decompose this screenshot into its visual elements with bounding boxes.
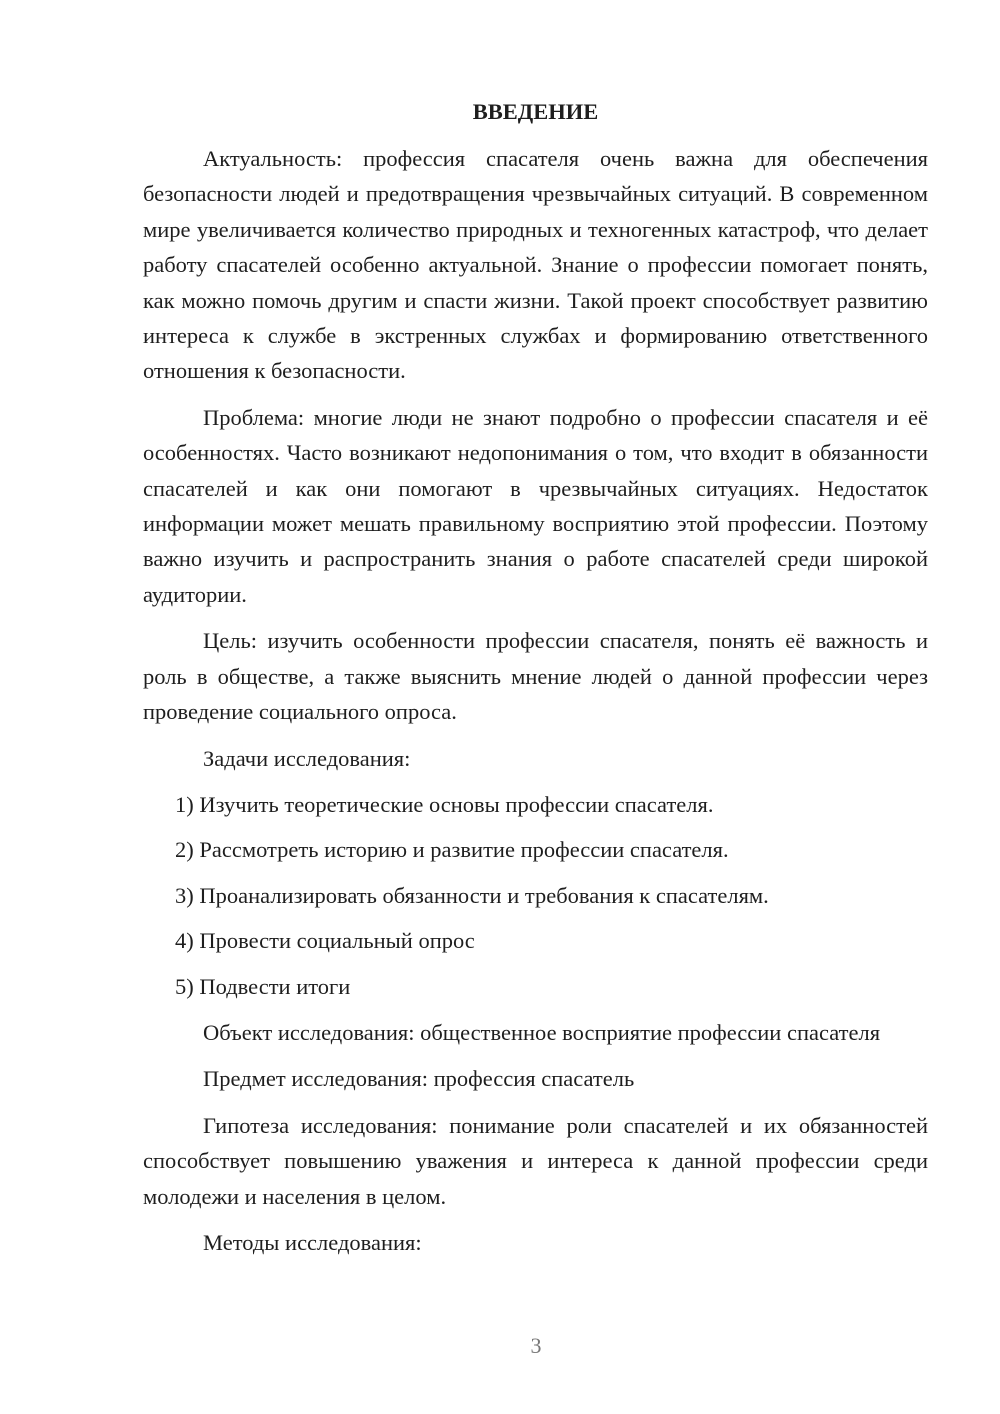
task-item: 2) Рассмотреть историю и развитие профессии спасателя. xyxy=(175,837,729,863)
tasks-list xyxy=(143,787,928,1004)
task-item: 3) Проанализировать обязанности и требования к спасателям. xyxy=(175,882,769,908)
problem-paragraph: Проблема: многие люди не знают подробно о профессии спасателя и её особенностях. Часто возникают недопонимания о том, что входит в обязанности спасателей и как они помогают в чрезвычайных ситуациях. Недостаток информации может мешать правильному восприятию этой профессии. Поэтому важно изучить и распространить знания о работе спасателей среди широкой аудитории. xyxy=(143,404,928,607)
task-item: 4) Провести социальный опрос xyxy=(175,928,475,954)
section-title: ВВЕДЕНИЕ xyxy=(472,99,599,124)
page-content xyxy=(143,94,928,1271)
methods-heading: Методы исследования: xyxy=(203,1229,422,1255)
object-paragraph: Объект исследования: общественное восприятие профессии спасателя xyxy=(203,1019,881,1045)
task-item: 5) Подвести итоги xyxy=(175,973,351,999)
tasks-heading: Задачи исследования: xyxy=(203,745,411,771)
relevance-paragraph: Актуальность: профессия спасателя очень важна для обеспечения безопасности людей и предотвращения чрезвычайных ситуаций. В современном мире увеличивается количество природных и техногенных катастроф, что делает работу спасателей особенно актуальной. Знание о профессии помогает понять, как можно помочь другим и спасти жизни. Такой проект способствует развитию интереса к службе в экстренных службах и формированию ответственного отношения к безопасности. xyxy=(143,146,928,384)
task-item: 1) Изучить теоретические основы профессии спасателя. xyxy=(175,791,714,817)
page-number: 3 xyxy=(530,1333,542,1358)
subject-paragraph: Предмет исследования: профессия спасатель xyxy=(203,1066,635,1092)
hypothesis-paragraph: Гипотеза исследования: понимание роли спасателей и их обязанностей способствует повышению уважения и интереса к данной профессии среди молодежи и населения в целом. xyxy=(143,1112,928,1209)
goal-paragraph: Цель: изучить особенности профессии спасателя, понять её важность и роль в обществе, а также выяснить мнение людей о данной профессии через проведение социального опроса. xyxy=(143,628,928,725)
